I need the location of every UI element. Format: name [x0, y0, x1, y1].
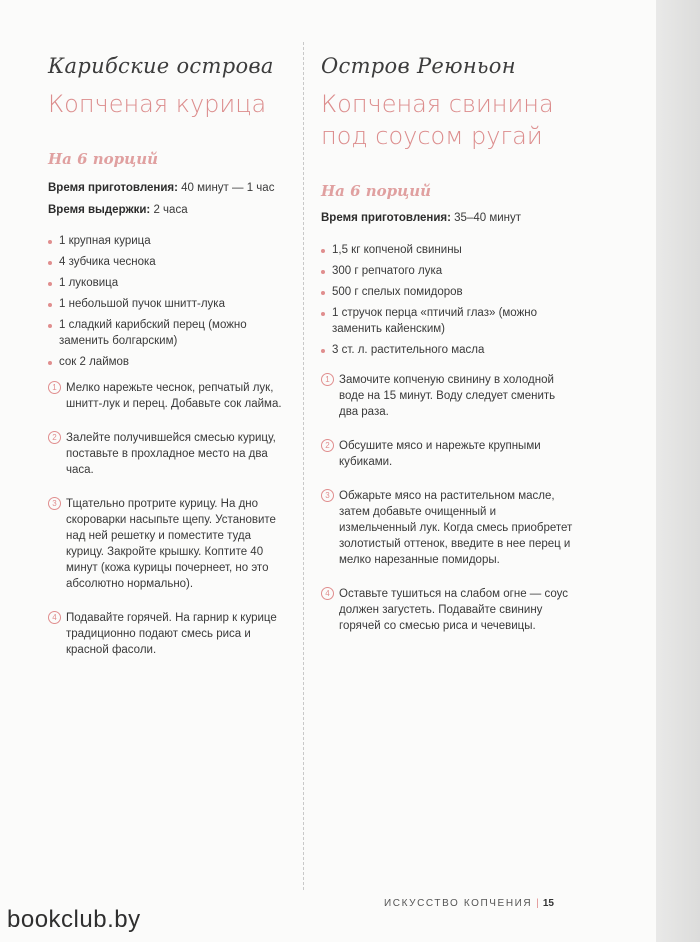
step-text: Тщательно протрите курицу. На дно скороварки насыпьте щепу. Установите над ней решетку и поместите туда курицу. Закройте крышку. Коптите 40 минут (кожа курицы почернеет, но это абсолютно нормально).: [66, 498, 276, 590]
page-footer: [384, 898, 554, 909]
portions-label: На 6 порций: [48, 150, 159, 168]
meta-row: [48, 178, 274, 198]
footer-separator: |: [536, 898, 539, 909]
meta-value: 2 часа: [153, 204, 188, 216]
portions-label: На 6 порций: [321, 182, 432, 200]
page-number: 15: [542, 898, 554, 909]
step-item: [321, 586, 573, 634]
ingredient-item: сок 2 лаймов: [48, 354, 280, 370]
step-item: [321, 488, 573, 568]
ingredient-item: 1 луковица: [48, 275, 280, 291]
step-item: [48, 380, 288, 412]
step-text: Мелко нарежьте чеснок, репчатый лук, шнитт-лук и перец. Добавьте сок лайма.: [66, 382, 282, 410]
meta-row: [321, 208, 521, 228]
region-heading: Остров Реюньон: [321, 54, 516, 78]
step-number-icon: 1: [321, 373, 334, 386]
step-item: [48, 496, 288, 592]
ingredient-list: [48, 233, 280, 375]
step-text: Подавайте горячей. На гарнир к курице традиционно подают смесь риса и красной фасоли.: [66, 612, 277, 656]
ingredient-item: 1 крупная курица: [48, 233, 280, 249]
step-text: Оставьте тушиться на слабом огне — соус должен загустеть. Подавайте свинину горячей со смесью риса и чечевицы.: [339, 588, 569, 632]
step-number-icon: 4: [321, 587, 334, 600]
ingredient-item: 4 зубчика чеснока: [48, 254, 280, 270]
step-text: Обжарьте мясо на растительном масле, затем добавьте очищенный и измельченный лук. Когда смесь приобретет золотистый оттенок, введите в нее перец и мелко нарезанные помидоры.: [339, 490, 573, 566]
region-heading: Карибские острова: [48, 54, 274, 78]
step-number-icon: 1: [48, 381, 61, 394]
page-edge: [656, 0, 700, 942]
book-title: ИСКУССТВО КОПЧЕНИЯ: [384, 898, 533, 909]
watermark: bookclub.by: [7, 906, 141, 933]
meta-row: [48, 200, 188, 220]
step-list: [321, 372, 573, 652]
meta-label: Время приготовления:: [48, 182, 178, 194]
step-text: Залейте получившейся смесью курицу, поставьте в прохладное место на два часа.: [66, 432, 276, 476]
step-number-icon: 2: [48, 431, 61, 444]
recipe-title: Копченая свинина под соусом ругай: [321, 90, 554, 150]
ingredient-item: 1,5 кг копченой свинины: [321, 242, 561, 258]
meta-label: Время выдержки:: [48, 204, 151, 216]
step-item: [48, 610, 288, 658]
step-text: Замочите копченую свинину в холодной воде на 15 минут. Воду следует сменить два раза.: [339, 374, 556, 418]
ingredient-list: [321, 242, 561, 363]
ingredient-item: 1 стручок перца «птичий глаз» (можно заменить кайенским): [321, 305, 542, 337]
step-text: Обсушите мясо и нарежьте крупными кубиками.: [339, 440, 541, 468]
ingredient-item: 300 г репчатого лука: [321, 263, 561, 279]
step-list: [48, 380, 288, 676]
recipe-title: Копченая курица: [48, 90, 267, 118]
step-number-icon: 3: [321, 489, 334, 502]
step-item: [321, 372, 573, 420]
ingredient-item: 1 сладкий карибский перец (можно заменить болгарским): [48, 317, 249, 349]
ingredient-item: 500 г спелых помидоров: [321, 284, 561, 300]
step-number-icon: 3: [48, 497, 61, 510]
ingredient-item: 3 ст. л. растительного масла: [321, 342, 561, 358]
step-number-icon: 4: [48, 611, 61, 624]
column-divider: [303, 42, 304, 890]
step-item: [321, 438, 573, 470]
step-number-icon: 2: [321, 439, 334, 452]
meta-label: Время приготовления:: [321, 212, 451, 224]
step-item: [48, 430, 288, 478]
meta-value: 35–40 минут: [454, 212, 522, 224]
meta-value: 40 минут — 1 час: [181, 182, 275, 194]
ingredient-item: 1 небольшой пучок шнитт-лука: [48, 296, 280, 312]
